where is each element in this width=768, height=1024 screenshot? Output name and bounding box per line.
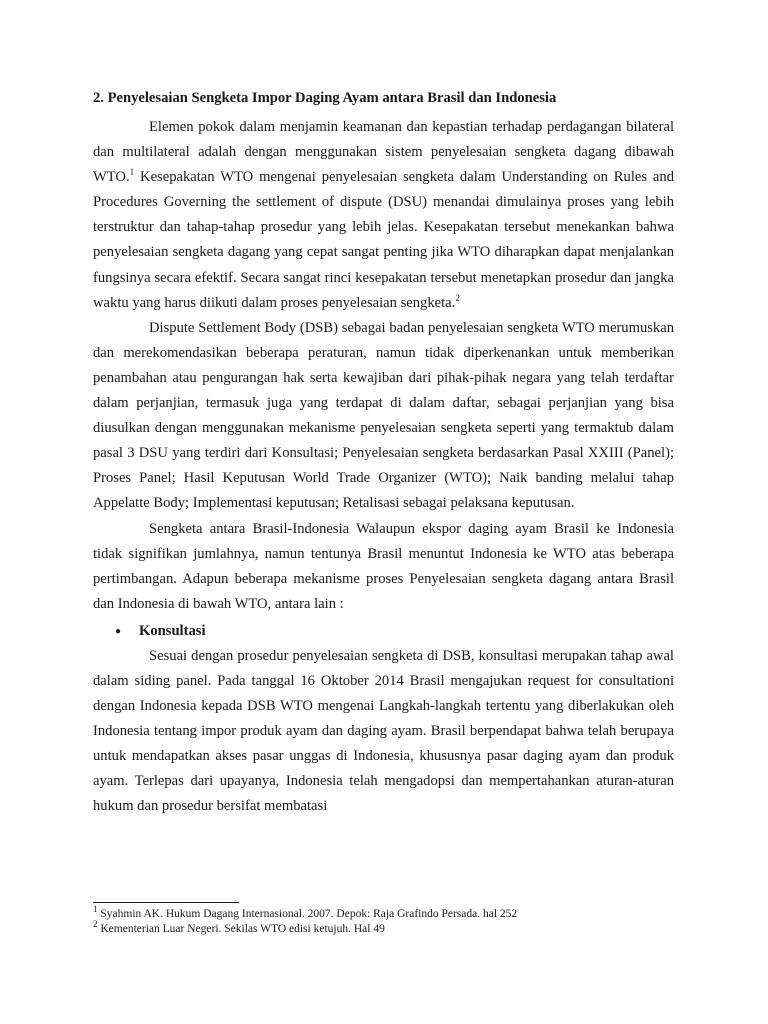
footnote-ref-1[interactable]: 1: [129, 167, 135, 178]
footnotes: [93, 904, 674, 936]
footnote-ref-2[interactable]: 2: [455, 292, 460, 303]
footnote-number: 1: [93, 904, 98, 915]
footnote-divider: [93, 902, 239, 903]
paragraph-konsultasi: Sesuai dengan prosedur penyelesaian sengketa di DSB, konsultasi merupakan tahap awal dalam siding panel. Pada tanggal 16 Oktober 2014 Brasil mengajukan request for consultationi dengan Indonesia kepada DSB WTO mengenai Langkah-langkah tertentu yang diberlakukan oleh Indonesia tentang impor produk ayam dan daging ayam. Brasil berpendapat bahwa telah berupaya untuk mendapatkan akses pasar unggas di Indonesia, khususnya pasar daging ayam dan produk ayam. Terlepas dari upayanya, Indonesia telah mengadopsi dan mempertahankan aturan-aturan hukum dan prosedur bersifat membatasi: [93, 647, 674, 815]
footnote-2: [93, 918, 674, 937]
paragraph-text: Kesepakatan WTO mengenai penyelesaian sengketa dalam Understanding on Rules and Procedures Governing the settlement of dispute (DSU) menandai dimulainya proses yang lebih terstruktur dan tahap-tahap prosedur yang lebih jelas. Kesepakatan tersebut menekankan bahwa penyelesaian sengketa dagang yang cepat sangat penting jika WTO diharapkan dapat menjalankan fungsinya secara efektif. Secara sangat rinci kesepakatan tersebut menetapkan prosedur dan jangka waktu yang harus diikuti dalam proses penyelesaian sengketa.: [93, 169, 674, 311]
footnote-number: 2: [93, 918, 98, 929]
paragraph-brasil-indonesia: Sengketa antara Brasil-Indonesia Walaupun ekspor daging ayam Brasil ke Indonesia tidak signifikan jumlahnya, namun tentunya Brasil menuntut Indonesia ke WTO atas beberapa pertimbangan. Adapun beberapa mekanisme proses Penyelesaian sengketa dagang antara Brasil dan Indonesia di bawah WTO, antara lain :: [93, 520, 674, 612]
bullet-label: Konsultasi: [139, 622, 206, 639]
footnote-text: Syahmin AK. Hukum Dagang Internasional. 2007. Depok: Raja Grafindo Persada. hal 252: [97, 908, 518, 920]
paragraph-text: Elemen pokok dalam menjamin keamanan dan kepastian terhadap perdagangan bilateral dan multilateral adalah dengan menggunakan sistem penyelesaian sengketa dagang dibawah WTO.: [93, 119, 674, 186]
footnote-1: [93, 904, 674, 922]
bullet-dot-icon: ●: [115, 625, 122, 637]
section-heading: 2. Penyelesaian Sengketa Impor Daging Ayam antara Brasil dan Indonesia: [93, 90, 557, 106]
footnote-text: Kementerian Luar Negeri. Sekilas WTO edisi ketujuh. Hal 49: [97, 922, 385, 935]
document-body: [93, 86, 674, 820]
paragraph-wto-dispute-system: [93, 115, 674, 316]
paragraph-dsb: Dispute Settlement Body (DSB) sebagai badan penyelesaian sengketa WTO merumuskan dan merekomendasikan beberapa peraturan, namun tidak diperkenankan untuk memberikan penambahan atau pengurangan hak serta kewajiban dari pihak-pihak negara yang telah terdaftar dalam perjanjian, termasuk juga yang terdapat di dalam daftar, sebagai perjanjian yang bisa diusulkan dengan menggunakan mekanisme penyelesaian sengketa seperti yang termaktub dalam pasal 3 DSU yang terdiri dari Konsultasi; Penyelesaian sengketa berdasarkan Pasal XXIII (Panel); Proses Panel; Hasil Keputusan World Trade Organizer (WTO); Naik banding melalui tahap Appelatte Body; Implementasi keputusan; Retalisasi sebagai pelaksana keputusan.: [93, 319, 674, 512]
bullet-item-konsultasi: [93, 619, 674, 644]
